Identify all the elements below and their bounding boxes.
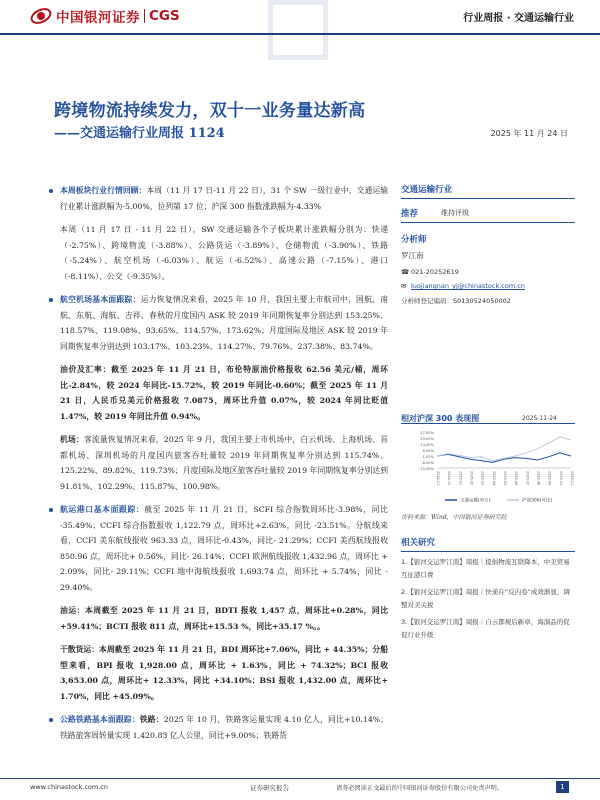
section-text: 本周截至 2025 年 11 月 21 日，BDI 周环比+7.06%，同比 + 44.35%；分船型来看，BPI 报收 1,928.00 点，周环比 + 1.63%，同比 + 74.32%；BCI 报收 3,653.00 点，周环比+ 12.33%，同比 +34.10%；BSI 报收 1,432.00 点，周环比+ 1.70%，同比 +45.09%。 [60, 645, 388, 701]
phone-icon: ☎ [401, 268, 410, 276]
y-tick-label: -1.00% [421, 455, 434, 459]
analyst-name: 罗江南 [401, 251, 424, 260]
section-text: 本周截至 2025 年 11 月 21 日，BDTI 报收 1,457 点，周环比+0.28%，同比+59.41%；BCTI 报收 811 点，周环比+15.53 %，同比+35.17 %。。 [60, 606, 389, 631]
galaxy-logo-icon [30, 5, 52, 27]
divider [401, 551, 575, 552]
divider [401, 198, 575, 199]
legend-label: 交通运输(申万) [460, 498, 491, 504]
divider [401, 423, 575, 424]
section-text: 截至 2025 年 11 月 21 日，布伦特原油价格报收 62.56 美元/桶，周环比-2.84%，较 2024 年同比-15.72%，较 2019 年同比-0.60%；截至 2025 年 11 月 21 日，人民币兑美元价格报收 7.0875，周环比升值 0.07%，较 2024 年同比贬值 1.47%，较 2019 年同比升值 0.94%。 [60, 365, 388, 421]
paragraph [60, 183, 388, 214]
email-link[interactable]: luojiangnan_yj@chinastock.com.cn [411, 282, 525, 290]
y-tick-label: 13.00% [420, 443, 434, 447]
y-tick-label: 6.00% [422, 449, 434, 453]
section-subheading: 铁路： [139, 715, 164, 724]
rating-row [401, 207, 575, 219]
watermark-icon [268, 0, 328, 60]
x-tick-label: 2025-06 [514, 471, 519, 486]
report-title: 跨境物流持续发力，双十一业务量达新高 [54, 101, 366, 121]
email-row [401, 282, 575, 290]
report-subtitle: ——交通运输行业周报 1124 [54, 126, 225, 141]
paragraph [60, 502, 388, 595]
section-heading: 公路铁路基本面跟踪： [60, 715, 140, 724]
section-heading: 航空机场基本面跟踪： [60, 295, 141, 304]
series-line-0 [437, 453, 571, 463]
section-shipping [60, 502, 388, 595]
section-heading: 油价及汇率： [60, 365, 112, 374]
x-tick-label: 2025-03 [480, 471, 485, 486]
paragraph [60, 362, 388, 424]
x-tick-label: 2025-02 [469, 471, 474, 486]
sidebar [401, 183, 575, 305]
section-weekly-review [60, 183, 388, 214]
section-road-rail [60, 712, 388, 743]
related-research [401, 536, 575, 642]
section-text: 截至 2025 年 11 月 21 日，SCFI 综合指数周环比-3.98%，同比 -35.49%；CCFI 综合指数报收 1,122.79 点，周环比+2.63%，同比 -23.51%。分航线来看，CCFI 美东航线报收 963.33 点，周环比-0.43%，同比- 21.29%；CCFI 美西航线报收 850.96 点，周环比+ 0.56%，同比- 26.14%；CCFI 欧洲航线报收 1,432.96 点，周环比 + 2.09%，同比- 29.11%；CCFI 地中海航线报收 1,693.74 点，周环比 + 5.74%，同比 - 29.40%。 [60, 505, 389, 592]
section-heading: 干散货运： [60, 645, 100, 654]
section-heading: 本周板块行业行情回顾： [60, 186, 147, 195]
performance-chart [401, 428, 575, 508]
bullet-icon [49, 189, 53, 193]
report-date: 2025 年 11 月 24 日 [490, 129, 568, 138]
y-tick-label: 27.00% [420, 431, 434, 435]
chart-source: 资料来源：Wind，中国银河证券研究院 [401, 514, 507, 521]
brand-logo [30, 5, 180, 27]
x-tick-label: 2025-09 [547, 471, 552, 486]
rating-label: 推荐 [401, 209, 419, 219]
x-tick-label: 2025-07 [525, 471, 530, 486]
industry-label: 交通运输行业 [401, 185, 453, 195]
section-airline [60, 292, 388, 354]
x-tick-label: 2024-12 [447, 471, 452, 486]
header-rule [0, 33, 600, 35]
related-label: 相关研究 [401, 538, 436, 548]
bullet-icon [49, 718, 53, 722]
x-tick-label: 2025-08 [536, 471, 541, 486]
footer-site[interactable]: www.chinastock.com.cn [30, 783, 108, 791]
phone-row [401, 268, 575, 276]
main-column [60, 183, 388, 743]
report-type: 行业周报 · 交通运输行业 [463, 13, 574, 24]
chart-title: 相对沪深 300 表现图 [401, 414, 480, 423]
x-tick-label: 2024-11 [436, 471, 440, 486]
y-tick-label: -15.00% [419, 467, 434, 471]
analyst-label: 分析师 [401, 235, 427, 245]
section-heading: 机场： [60, 435, 84, 444]
x-tick-label: 2025-11 [570, 471, 574, 486]
divider [401, 222, 575, 223]
footer-disclaimer: 请务必阅读正文最后的中国银河证券股份有限公司免责声明。 [336, 785, 504, 792]
x-tick-label: 2025-10 [558, 471, 563, 486]
paragraph [60, 712, 388, 743]
bullet-icon [49, 508, 53, 512]
section-text: 运力恢复情况来看，2025 年 10 月，我国主要上市航司中，国航、南航、东航、海航、吉祥、春秋的月度国内 ASK 较 2019 年同期恢复率分别达到 153.25%、118.57%、119.08%、93.65%、114.57%、173.62%；月度国际及地区 ASK 较 2019 年同期恢复率分别达到 103.17%、103.23%、114.27%、79.76%、237.38%、83.74%。 [60, 295, 389, 351]
brand-divider [144, 9, 145, 23]
chart-date: 2025-11-24 [522, 415, 557, 422]
section-text: 客流量恢复情况来看，2025 年 9 月，我国主要上市机场中，白云机场、上海机场、首都机场、深圳机场的月度国内旅客吞吐量较 2019 年同期恢复率分别达到 115.74%、125.22%、89.82%、119.73%；月度国际及地区旅客吞吐量较 2019 年同期恢复率分别达到 91.81%、102.29%、115.87%、100.98%。 [60, 435, 388, 491]
x-tick-label: 2025-04 [491, 471, 496, 486]
rating-value: 维持评级 [441, 209, 469, 217]
phone-number: 021-20252619 [411, 268, 459, 276]
y-tick-label: -8.00% [421, 461, 434, 465]
page-header [0, 0, 600, 32]
brand-name-en: CGS [149, 8, 180, 24]
section-text: 本周（11 月 17 日-11 月 22 日），31 个 SW 一级行业中，交通运输行业累计涨跌幅为-5.00%，位列第 17 位；沪深 300 指数涨跌幅为-4.33% [60, 186, 389, 211]
related-item[interactable]: 1.【银河交运罗江南】周报｜提倡物流互联降本，中美贸易互征港口费 [401, 558, 570, 579]
brand-name-cn: 中国银河证券 [56, 10, 140, 26]
email-icon: ✉ [401, 282, 407, 290]
analyst-license: 分析师登记编码：S0130524050002 [401, 297, 511, 305]
footer-rule [0, 778, 600, 779]
paragraph [60, 432, 388, 494]
legend-label: 沪深300(可比) [522, 498, 553, 504]
x-tick-label: 2025-05 [503, 471, 507, 486]
y-tick-label: 20.00% [420, 437, 434, 441]
paragraph [60, 642, 388, 704]
x-tick-label: 2025-01 [458, 471, 463, 486]
paragraph: 本周（11 月 17 日 - 11 月 22 日），SW 交通运输各个子板块累计涨跌幅分别为：快递（-2.75%）、跨境物流（-3.88%）、公路货运（-3.89%）、仓储物流（-3.90%）、铁路（-5.24%）、航空机场（-6.03%）、航运（-6.52%）、高速公路（-7.15%）、港口（-8.11%）、公交（-9.35%）。 [60, 225, 388, 281]
section-heading: 航运港口基本面跟踪： [60, 505, 145, 514]
footer-label: 证券研究报告 [250, 784, 289, 792]
paragraph [60, 292, 388, 354]
bullet-icon [49, 298, 53, 302]
related-item[interactable]: 3.【银河交运罗江南】周报｜自云都规后新章，海洞品的促促行业升级 [401, 618, 570, 639]
paragraph [60, 603, 388, 634]
section-text: 2025 年 10 月，铁路客运量实现 4.10 亿人，同比+10.14%；铁路旅客周转量实现 1,420.83 亿人公里，同比+9.00%；铁路货 [60, 715, 389, 740]
section-heading: 油运： [60, 606, 86, 615]
page-number: 1 [556, 781, 569, 793]
related-item[interactable]: 2.【银河交运罗江南】周报｜快递在“反内卷”成效渐显，调整对美关税 [401, 588, 570, 609]
series-line-1 [437, 437, 571, 461]
